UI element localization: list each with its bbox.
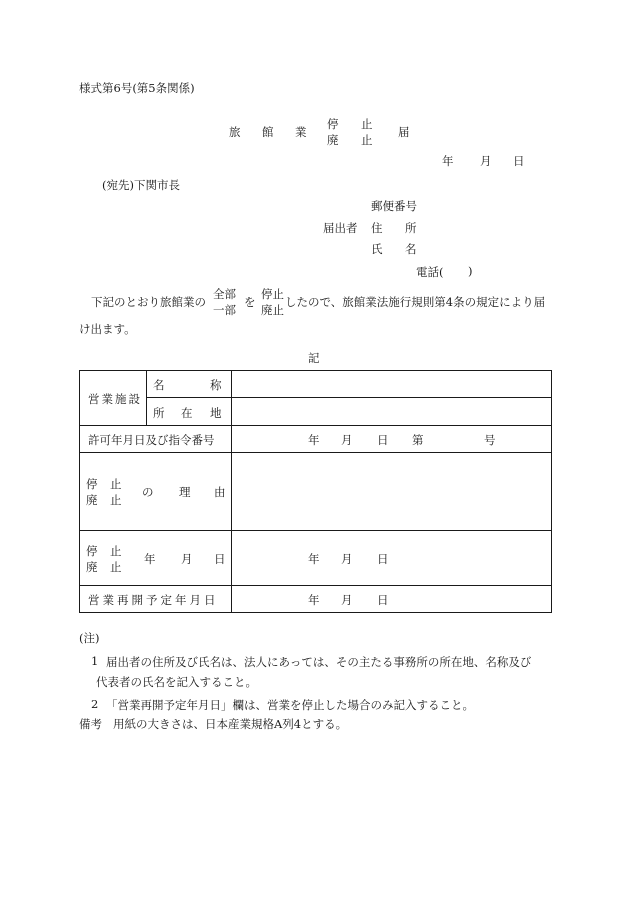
reopen-day: 日	[377, 593, 389, 607]
permit-label: 許可年月日及び指令番号	[88, 433, 215, 447]
note-2-text: 「営業再開予定年月日」欄は、営業を停止した場合のみ記入すること。	[106, 698, 474, 712]
permit-year: 年	[308, 433, 320, 447]
date-stack-bottom-b: 止	[110, 560, 122, 574]
permit-value-cell[interactable]	[232, 426, 552, 453]
notification-table	[79, 370, 552, 613]
title-char-2: 館	[262, 125, 274, 139]
body-line-2: け出ます。	[79, 322, 136, 336]
name-label-b: 称	[210, 378, 222, 392]
title-option-bottom-1: 廃	[327, 133, 339, 147]
date-stack-bottom-a: 廃	[86, 560, 98, 574]
address-label-2: 所	[405, 221, 417, 235]
date-stack-top-b: 止	[110, 544, 122, 558]
note-1-line-2: 代表者の氏名を記入すること。	[96, 675, 257, 689]
notes-heading: (注)	[79, 631, 100, 645]
reason-stack-top-a: 停	[86, 477, 98, 491]
name-label-a: 名	[153, 378, 165, 392]
date-year: 年	[442, 154, 454, 168]
date-label-year: 年	[144, 552, 156, 566]
title-suffix: 届	[398, 125, 410, 139]
postal-code-label: 郵便番号	[371, 199, 417, 213]
permit-month: 月	[341, 433, 353, 447]
reason-stack-top-b: 止	[110, 477, 122, 491]
choice-2-top: 停止	[261, 287, 284, 301]
date-stack-top-a: 停	[86, 544, 98, 558]
note-1-number: 1	[91, 654, 99, 668]
permit-label-cell	[80, 426, 232, 453]
loc-label-c: 地	[210, 406, 222, 420]
permit-day: 日	[377, 433, 389, 447]
stop-date-day: 日	[377, 552, 389, 566]
choice-1-top: 全部	[213, 287, 236, 301]
reopen-label-cell	[80, 586, 232, 613]
name-value-cell[interactable]	[232, 371, 552, 398]
reopen-value-cell[interactable]	[232, 586, 552, 613]
name-label-1: 氏	[371, 242, 383, 256]
loc-label-a: 所	[153, 406, 165, 420]
facility-label-cell	[80, 371, 147, 426]
title-option-top-1: 停	[327, 117, 339, 131]
form-number: 様式第6号(第5条関係)	[79, 81, 195, 95]
title-option-bottom-2: 止	[361, 133, 373, 147]
note-1-line-1: 届出者の住所及び氏名は、法人にあっては、その主たる事務所の所在地、名称及び	[106, 655, 532, 669]
reason-label-cell	[80, 453, 232, 531]
title-char-1: 旅	[229, 125, 241, 139]
reopen-year: 年	[308, 593, 320, 607]
location-label-cell	[147, 398, 232, 426]
date-day: 日	[513, 154, 525, 168]
stop-date-year: 年	[308, 552, 320, 566]
choice-2-bottom: 廃止	[261, 303, 284, 317]
reopen-month: 月	[341, 593, 353, 607]
facility-label: 営業施設	[88, 392, 142, 406]
title-option-top-2: 止	[361, 117, 373, 131]
reason-value-cell[interactable]	[232, 453, 552, 531]
stop-date-value-cell[interactable]	[232, 531, 552, 586]
reopen-label: 営業再開予定年月日	[88, 593, 219, 607]
notifier-label: 届出者	[323, 221, 358, 235]
name-label-2: 名	[405, 242, 417, 256]
body-part-1: 下記のとおり旅館業の	[91, 295, 206, 309]
reason-no: の	[142, 485, 154, 499]
reason-ri: 理	[179, 485, 191, 499]
permit-go: 号	[484, 433, 496, 447]
ki-heading: 記	[308, 351, 320, 365]
date-label-day: 日	[214, 552, 226, 566]
reason-stack-bottom-a: 廃	[86, 493, 98, 507]
address-label-1: 住	[371, 221, 383, 235]
remark-label: 備考	[79, 717, 102, 731]
date-month: 月	[480, 154, 492, 168]
body-wo: を	[244, 295, 256, 309]
phone-close: )	[468, 264, 473, 278]
phone-label: 電話(	[416, 265, 444, 279]
addressee: (宛先)下関市長	[102, 178, 180, 192]
reason-stack-bottom-b: 止	[110, 493, 122, 507]
stop-date-month: 月	[341, 552, 353, 566]
body-part-2: したので、旅館業法施行規則第4条の規定により届	[285, 295, 546, 309]
location-value-cell[interactable]	[232, 398, 552, 426]
reason-yu: 由	[214, 485, 226, 499]
date-label-month: 月	[181, 552, 193, 566]
choice-1-bottom: 一部	[213, 303, 236, 317]
stop-date-label-cell	[80, 531, 232, 586]
loc-label-b: 在	[181, 406, 193, 420]
name-label-cell	[147, 371, 232, 398]
note-2-number: 2	[91, 697, 99, 711]
title-char-3: 業	[295, 125, 307, 139]
remark-text: 用紙の大きさは、日本産業規格A列4とする。	[113, 717, 348, 731]
permit-dai: 第	[412, 433, 424, 447]
